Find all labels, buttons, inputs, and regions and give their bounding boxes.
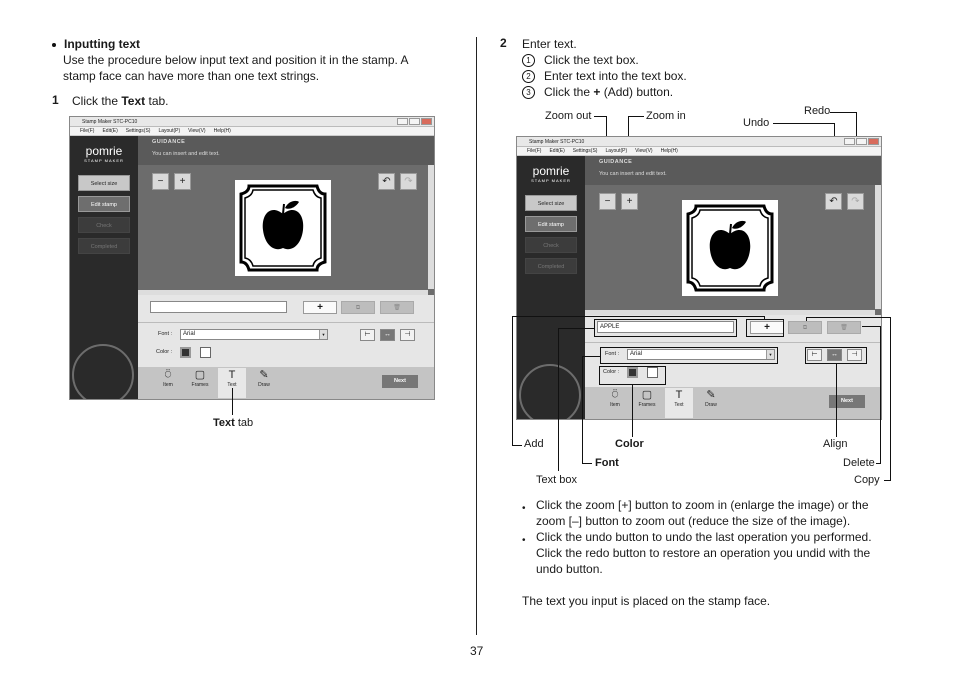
callout-line <box>582 463 592 464</box>
callout-line <box>890 317 891 481</box>
next-button[interactable]: Next <box>829 395 865 408</box>
align-left-button[interactable]: ⊢ <box>360 329 375 341</box>
minimize-button[interactable] <box>844 138 855 145</box>
canvas-area <box>585 185 881 315</box>
align-right-button[interactable]: ⊣ <box>400 329 415 341</box>
substep-1: 1 Click the text box. <box>522 52 639 68</box>
callout-zoom-out: Zoom out <box>545 110 592 122</box>
apple-outline-icon: ⍥ <box>164 369 172 381</box>
callout-line <box>558 328 559 471</box>
callout-line <box>512 445 522 446</box>
seal-watermark <box>519 364 581 420</box>
callout-line <box>862 326 880 327</box>
app-screenshot-left <box>69 116 435 400</box>
menu-file[interactable]: File(F) <box>527 148 542 154</box>
intro-line-2: stamp face can have more than one text strings. <box>63 69 320 83</box>
menu-layout[interactable]: Layout(P) <box>605 148 628 154</box>
zoom-out-icon[interactable]: − <box>599 193 616 210</box>
callout-line <box>628 116 644 117</box>
canvas-area <box>138 165 434 295</box>
callout-line <box>558 328 594 329</box>
bullet-2-line-1: Click the undo button to undo the last operation you performed. <box>536 530 872 544</box>
copy-button[interactable]: ⧉ <box>341 301 375 314</box>
menu-help[interactable]: Help(H) <box>213 128 231 134</box>
callout-line <box>806 317 890 318</box>
minimize-button[interactable] <box>397 118 408 125</box>
align-right-button[interactable]: ⊣ <box>847 349 862 361</box>
tab-text[interactable]: T Text <box>665 388 693 418</box>
sidebar <box>517 156 585 419</box>
sidebar-item-completed[interactable]: Completed <box>525 258 577 274</box>
highlight-text-box <box>594 319 737 337</box>
tab-item[interactable]: ⍥ Item <box>601 388 629 418</box>
maximize-button[interactable] <box>409 118 420 125</box>
substep-3: 3 Click the + (Add) button. <box>522 84 673 100</box>
chevron-down-icon: ▼ <box>766 350 774 359</box>
align-center-button[interactable]: ↔ <box>380 329 395 341</box>
callout-line-text-tab <box>232 388 233 415</box>
tab-draw[interactable]: ✎ Draw <box>697 388 725 418</box>
callout-align: Align <box>823 438 848 450</box>
callout-font: Font <box>595 457 619 469</box>
tab-frames[interactable]: ▢ Frames <box>186 368 214 398</box>
frame-icon: ▢ <box>194 369 206 381</box>
text-edit-panel <box>138 295 434 367</box>
panel-divider <box>138 322 434 323</box>
bullet-icon: • <box>522 535 526 546</box>
stamp-preview <box>235 180 331 276</box>
text-t-icon: T <box>228 369 236 381</box>
apple-outline-icon: ⍥ <box>611 389 619 401</box>
sidebar-item-edit-stamp[interactable]: Edit stamp <box>78 196 130 212</box>
bottom-tab-bar <box>138 367 434 399</box>
callout-line <box>830 112 857 113</box>
undo-icon[interactable]: ↶ <box>378 173 395 190</box>
guidance-title: GUIDANCE <box>599 159 633 165</box>
menu-bar <box>70 127 434 136</box>
align-center-button[interactable]: ↔ <box>827 349 842 361</box>
sidebar <box>70 136 138 399</box>
closing-text: The text you input is placed on the stamp face. <box>522 594 771 608</box>
window-controls <box>844 138 879 145</box>
vertical-scrollbar[interactable] <box>875 185 881 309</box>
tab-frames[interactable]: ▢ Frames <box>633 388 661 418</box>
callout-line <box>512 316 764 317</box>
step2-text: Enter text. <box>522 37 577 51</box>
menu-layout[interactable]: Layout(P) <box>158 128 181 134</box>
bullet-2-line-3: undo button. <box>536 562 603 576</box>
callout-undo: Undo <box>743 117 770 129</box>
window-titlebar: Stamp Maker STC-PC10 <box>517 137 881 147</box>
bullet-1-line-1: Click the zoom [+] button to zoom in (enlarge the image) or the <box>536 498 869 512</box>
highlight-color <box>599 366 666 385</box>
next-button[interactable]: Next <box>382 375 418 388</box>
window-titlebar: Stamp Maker STC-PC10 <box>70 117 434 127</box>
callout-copy: Copy <box>854 474 880 486</box>
delete-button[interactable]: 🗑 <box>827 321 861 334</box>
callout-line <box>773 123 835 124</box>
guidance-panel <box>585 156 881 185</box>
sidebar-item-edit-stamp[interactable]: Edit stamp <box>525 216 577 232</box>
step2-number: 2 <box>500 36 507 50</box>
delete-button[interactable]: 🗑 <box>380 301 414 314</box>
menu-view[interactable]: View(V) <box>188 128 206 134</box>
callout-line <box>836 364 837 437</box>
menu-help[interactable]: Help(H) <box>660 148 678 154</box>
align-left-button[interactable]: ⊢ <box>807 349 822 361</box>
text-tab-caption: Text tab <box>213 417 254 429</box>
text-t-icon: T <box>675 389 683 401</box>
callout-redo: Redo <box>804 105 831 117</box>
close-button[interactable] <box>868 138 879 145</box>
callout-add: Add <box>524 438 544 450</box>
app-screenshot-right <box>516 136 882 420</box>
zoom-in-icon[interactable]: + <box>174 173 191 190</box>
callout-line <box>632 385 633 437</box>
bullet-icon: • <box>522 503 526 514</box>
callout-line <box>512 316 513 446</box>
callout-color: Color <box>615 438 644 450</box>
substep-2: 2 Enter text into the text box. <box>522 68 687 84</box>
apple-stamp-image <box>235 180 331 276</box>
font-label: Font : <box>158 331 173 337</box>
copy-button[interactable]: ⧉ <box>788 321 822 334</box>
sidebar-item-completed[interactable]: Completed <box>78 238 130 254</box>
callout-line <box>880 326 881 464</box>
color-label: Color : <box>156 349 173 355</box>
highlight-align <box>805 347 867 364</box>
guidance-text: You can insert and edit text. <box>599 171 667 177</box>
menu-file[interactable]: File(F) <box>80 128 95 134</box>
apple-stamp-image <box>682 200 778 296</box>
stamp-preview <box>682 200 778 296</box>
menu-edit[interactable]: Edit(E) <box>549 148 565 154</box>
guidance-text: You can insert and edit text. <box>152 151 220 157</box>
menu-settings[interactable]: Settings(S) <box>572 148 598 154</box>
maximize-button[interactable] <box>856 138 867 145</box>
font-label: Font : <box>605 351 620 357</box>
bullet-2-line-2: Click the redo button to restore an operation you undid with the <box>536 546 871 560</box>
undo-icon[interactable]: ↶ <box>825 193 842 210</box>
callout-line <box>764 316 765 320</box>
text-input[interactable] <box>150 301 287 313</box>
panel-divider <box>585 342 881 343</box>
sidebar-item-check[interactable]: Check <box>525 237 577 253</box>
menu-edit[interactable]: Edit(E) <box>102 128 118 134</box>
font-select[interactable]: Arial ▼ <box>180 329 328 340</box>
redo-icon[interactable]: ↷ <box>400 173 417 190</box>
guidance-title: GUIDANCE <box>152 139 186 145</box>
tab-item[interactable]: ⍥ Item <box>154 368 182 398</box>
color-label: Color : <box>603 369 620 375</box>
add-button[interactable]: + <box>750 321 784 334</box>
section-heading: Inputting text <box>52 36 140 52</box>
chevron-down-icon: ▼ <box>319 330 327 339</box>
highlight-add <box>746 319 784 337</box>
pencil-icon: ✎ <box>706 389 716 401</box>
step1-text: Click the Text tab. <box>72 94 169 108</box>
callout-line <box>582 356 600 357</box>
callout-line <box>582 356 583 464</box>
logo: pomrie STAMP MAKER <box>84 144 124 163</box>
sidebar-item-select-size[interactable]: Select size <box>78 175 130 191</box>
window-controls <box>397 118 432 125</box>
callout-line <box>884 480 891 481</box>
bullet-icon <box>52 43 56 47</box>
menu-bar <box>517 147 881 156</box>
add-button[interactable]: + <box>303 301 337 314</box>
bullet-1-line-2: zoom [–] button to zoom out (reduce the size of the image). <box>536 514 851 528</box>
menu-view[interactable]: View(V) <box>635 148 653 154</box>
guidance-panel <box>138 136 434 165</box>
highlight-font <box>600 347 778 364</box>
sidebar-item-check[interactable]: Check <box>78 217 130 233</box>
logo: pomrie STAMP MAKER <box>531 164 571 183</box>
tab-text[interactable]: T Text <box>218 368 246 398</box>
redo-icon[interactable]: ↷ <box>847 193 864 210</box>
vertical-scrollbar[interactable] <box>428 165 434 289</box>
text-input[interactable]: APPLE <box>597 321 734 333</box>
column-divider <box>476 37 477 635</box>
tab-draw[interactable]: ✎ Draw <box>250 368 278 398</box>
zoom-out-icon[interactable]: − <box>152 173 169 190</box>
frame-icon: ▢ <box>641 389 653 401</box>
menu-settings[interactable]: Settings(S) <box>125 128 151 134</box>
page-number: 37 <box>470 644 484 658</box>
callout-delete: Delete <box>843 457 875 469</box>
color-black-swatch[interactable] <box>180 347 191 358</box>
callout-text-box: Text box <box>536 474 577 486</box>
sidebar-item-select-size[interactable]: Select size <box>525 195 577 211</box>
close-button[interactable] <box>421 118 432 125</box>
step1-number: 1 <box>52 93 59 107</box>
callout-line <box>594 116 606 117</box>
seal-watermark <box>72 344 134 400</box>
font-select[interactable]: Arial ▼ <box>627 349 775 360</box>
callout-zoom-in: Zoom in <box>646 110 686 122</box>
zoom-in-icon[interactable]: + <box>621 193 638 210</box>
pencil-icon: ✎ <box>259 369 269 381</box>
intro-line-1: Use the procedure below input text and position it in the stamp. A <box>63 53 409 67</box>
color-white-swatch[interactable] <box>200 347 211 358</box>
callout-line <box>876 463 881 464</box>
